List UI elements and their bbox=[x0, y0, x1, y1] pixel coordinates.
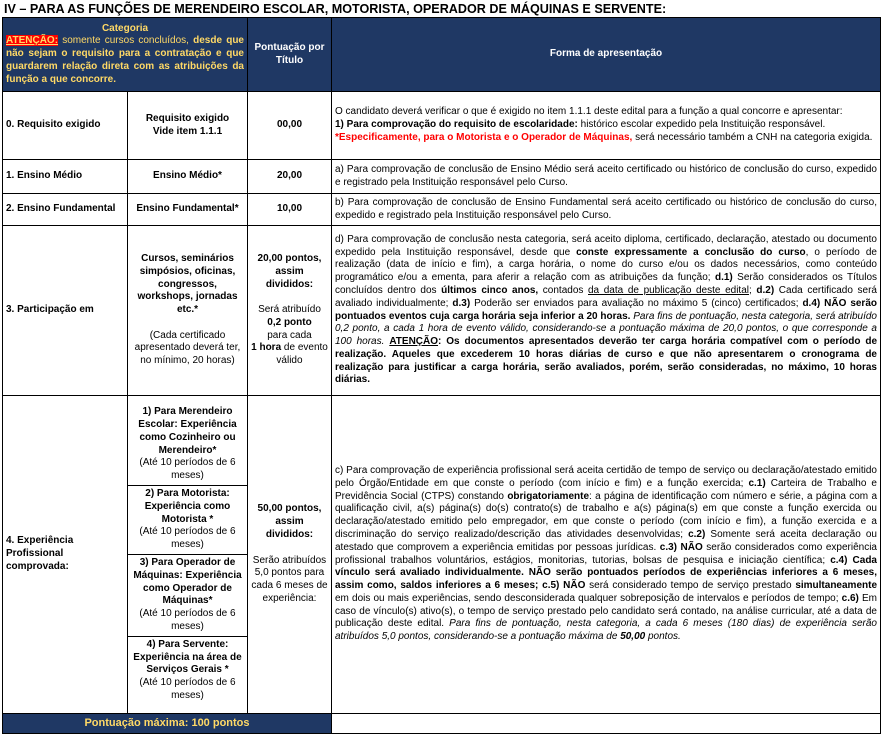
footer-row bbox=[3, 714, 881, 734]
header-score: Pontuação por Título bbox=[248, 18, 332, 92]
requirement-cell: Cursos, seminários simpósios, oficinas, congressos, workshops, jornadas etc.* (Cada certificado apresentado deverá ter, no mínimo, 20 horas) bbox=[128, 226, 248, 396]
table-header-row bbox=[3, 18, 881, 92]
table-row bbox=[3, 194, 881, 226]
presentation-cell: b) Para comprovação de conclusão de Ensino Fundamental será aceito certificado ou histórico de conclusão do curso, expedido e registrado pela Instituição responsável pelo Curso. bbox=[332, 194, 881, 226]
presentation-cell: O candidato deverá verificar o que é exigido no item 1.1.1 deste edital para a função a qual concorre e apresentar: 1) Para comprovação do requisito de escolaridade: histórico escolar expedido pela Instituição responsável. *Especificamente, para o Motorista e o Operador de Máquinas, será necessário também a CNH na categoria exigida. bbox=[332, 92, 881, 160]
requirement-cell: Requisito exigido Vide item 1.1.1 bbox=[128, 92, 248, 160]
header-category bbox=[3, 18, 248, 92]
experience-item: 3) Para Operador de Máquinas: Experiência como Operador de Máquinas* (Até 10 períodos de 6 meses) bbox=[128, 555, 247, 637]
score-cell: 20,00 bbox=[248, 160, 332, 194]
requirement-cell: Ensino Médio* bbox=[128, 160, 248, 194]
footer-empty-cell bbox=[332, 714, 881, 734]
experience-item: 4) Para Servente: Experiência na área de Serviços Gerais * (Até 10 períodos de 6 meses) bbox=[133, 638, 242, 701]
score-table bbox=[2, 17, 881, 734]
header-category-label: Categoria bbox=[101, 22, 149, 34]
header-attention-text: ATENÇÃO: somente cursos concluídos, desde que não sejam o requisito para a contratação e que guardarem relação direta com as atribuições da função a que concorre. bbox=[6, 35, 244, 85]
category-cell: 2. Ensino Fundamental bbox=[3, 194, 128, 226]
header-presentation: Forma de apresentação bbox=[332, 18, 881, 92]
requirement-cell: Ensino Fundamental* bbox=[128, 194, 248, 226]
attention-label: ATENÇÃO: bbox=[6, 35, 59, 47]
category-cell: 1. Ensino Médio bbox=[3, 160, 128, 194]
presentation-cell: c) Para comprovação de experiência profissional será aceita certidão de tempo de serviço ou declaração/atestado emitido pelo Órgão/Entidade em que conste o período (com início e fim) e a função exercida; c.1) Carteira de Trabalho e Previdência Social (CTPS) constando obrigatoriamente: a página de identificação com número e série, a página com a qualificação civil, a(s) página(s) do(s) contrato(s) de trabalho e a(s) página(s) em que conste a função exercida ou declaração/atestado emitido pelo empregador, em que conste o período (com início e fim), a função exercida e a discriminação do serviço realizado/descrição das atividades desenvolvidas; c.2) Somente será aceita declaração ou atestado que comprovem a experiência emitidas por pessoas jurídicas. c.3) NÃO serão considerados como experiência profissional trabalhos voluntários, estágios, monitorias, tutorias, bolsas de pesquisa e iniciação científica; c.4) Cada vínculo será avaliado individualmente. NÃO serão pontuados períodos de experiências inferiores a 6 meses, assim como, saldos inferiores a 6 meses; c.5) NÃO será considerado tempo de serviço prestado simultaneamente em dois ou mais experiências, sendo desconsiderada qualquer sobreposição de intervalos e períodos de tempo; c.6) Em caso de vínculo(s) ativo(s), o tempo de serviço prestado pelo candidato será contado, na análise curricular, até a data de publicação deste edital. Para fins de pontuação, nesta categoria, a cada 6 meses (180 dias) de experiência serão atribuídos 5,0 pontos, considerando-se a pontuação máxima de 50,00 pontos. bbox=[332, 396, 881, 714]
experience-item: 2) Para Motorista: Experiência como Motorista * (Até 10 períodos de 6 meses) bbox=[128, 486, 247, 555]
presentation-cell: a) Para comprovação de conclusão de Ensino Médio será aceito certificado ou histórico de conclusão do curso, expedido e registrado pela Instituição responsável pelo Curso. bbox=[332, 160, 881, 194]
score-cell: 50,00 pontos, assim divididos: Serão atribuídos 5,0 pontos para cada 6 meses de experiência: bbox=[248, 396, 332, 714]
table-row bbox=[3, 226, 881, 396]
score-cell: 20,00 pontos, assim divididos: Será atribuído 0,2 ponto para cada 1 hora de evento válido bbox=[248, 226, 332, 396]
table-row bbox=[3, 92, 881, 160]
section-title: IV – PARA AS FUNÇÕES DE MERENDEIRO ESCOLAR, MOTORISTA, OPERADOR DE MÁQUINAS E SERVENTE: bbox=[4, 2, 667, 16]
table-row bbox=[3, 160, 881, 194]
category-cell: 3. Participação em bbox=[3, 226, 128, 396]
score-cell: 00,00 bbox=[248, 92, 332, 160]
category-cell: 4. Experiência Profissional comprovada: bbox=[3, 396, 128, 714]
max-score: Pontuação máxima: 100 pontos bbox=[3, 714, 332, 734]
category-cell: 0. Requisito exigido bbox=[3, 92, 128, 160]
experience-item: 1) Para Merendeiro Escolar: Experiência como Cozinheiro ou Merendeiro* (Até 10 períodos de 6 meses) bbox=[128, 404, 247, 486]
experience-list-cell bbox=[128, 396, 248, 714]
table-row bbox=[3, 396, 881, 714]
score-cell: 10,00 bbox=[248, 194, 332, 226]
presentation-cell: d) Para comprovação de conclusão nesta categoria, será aceito diploma, certificado, declaração, atestado ou documento expedido pela Instituição responsável, desde que conste expressamente a conclusão do curso, o período de realização (data de início e fim), a carga horária, o nome do curso e/ou os dados necessários, como conteúdo programático e/ou a ementa, para aferir a relação com as atribuições da função; d.1) Serão considerados os Títulos concluídos dentro dos últimos cinco anos, contados da data de publicação deste edital; d.2) Cada certificado será avaliado individualmente; d.3) Poderão ser enviados para avaliação no máximo 5 (cinco) certificados; d.4) NÃO serão pontuados eventos cuja carga horária seja inferior a 20 horas. Para fins de pontuação, nesta categoria, será atribuído 0,2 ponto, a cada 1 hora de evento válido, considerando-se a pontuação máxima de 20,0 pontos, o que corresponde a 100 horas. ATENÇÃO: Os documentos apresentados deverão ter carga horária compatível com o período de realização. Aqueles que excederem 10 horas diárias de curso e que não apresentarem o cronograma de realização para justificar a carga horária, serão avaliados, porém, serão consideradas, no máximo, 10 horas diárias. bbox=[332, 226, 881, 396]
